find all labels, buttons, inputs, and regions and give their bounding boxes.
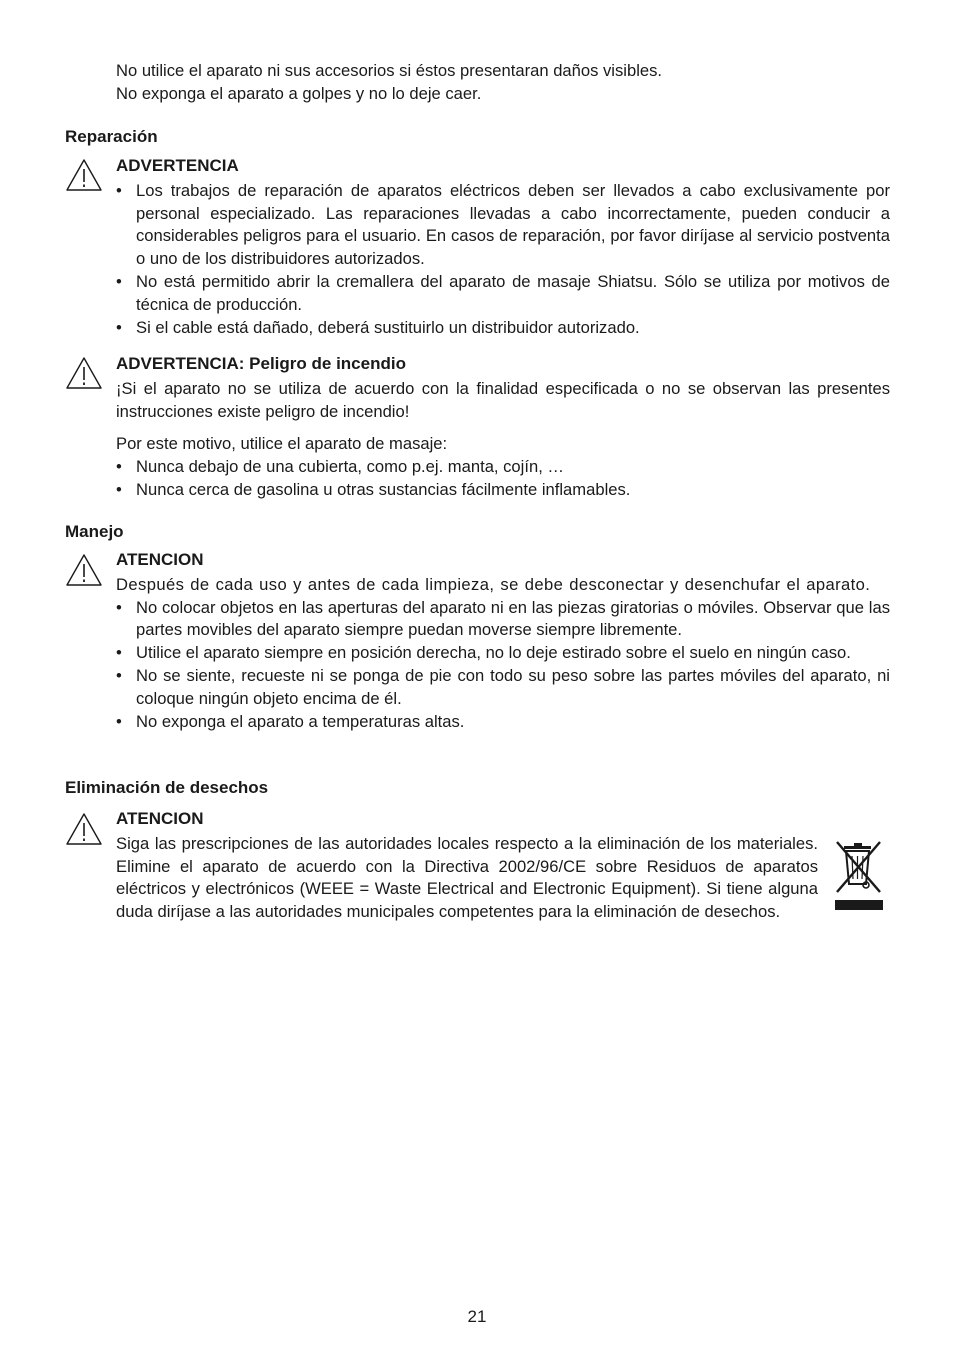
warning-text: Siga las prescripciones de las autoridades locales respecto a la eliminación de los materiales. Elimine el aparato de acuerdo con la Directiva 2002/96/CE sobre Residuos de aparatos eléctricos y electrónicos (WEEE = Waste Electrical and Electronic Equipment). Si tiene alguna duda diríjase a las autoridades municipales competentes para la eliminación de desechos. [116, 833, 818, 922]
page-number: 21 [467, 1307, 487, 1326]
list-item: • No exponga el aparato a temperaturas altas. [116, 711, 890, 734]
warning-block-reparacion [116, 155, 890, 339]
list-item: • Los trabajos de reparación de aparatos eléctricos deben ser llevados a cabo exclusivamente por personal especializado. Las reparaciones llevadas a cabo incorrectamente, pueden conducir a considerables peligros para el usuario. En casos de reparación, por favor diríjase al servicio postventa o uno de los distribuidores autorizados. [116, 180, 890, 271]
list-item: • No está permitido abrir la cremallera del aparato de masaje Shiatsu. Sólo se utiliza por motivos de técnica de producción. [116, 271, 890, 317]
section-title-eliminacion: Eliminación de desechos [65, 778, 269, 797]
warning-text: Después de cada uso y antes de cada limpieza, se debe desconectar y desenchufar el aparato. [116, 574, 871, 594]
list-item: • Utilice el aparato siempre en posición derecha, no lo deje estirado sobre el suelo en ningún caso. [116, 642, 890, 665]
intro-line: No exponga el aparato a golpes y no lo deje caer. [116, 83, 482, 103]
warning-list [116, 180, 890, 340]
list-item: • No colocar objetos en las aperturas del aparato ni en las piezas giratorias o móviles. Observar que las partes movibles del aparato siempre puedan moverse siempre libremente. [116, 597, 890, 643]
crossed-out-wheelie-bin-icon [834, 838, 884, 912]
warning-block-manejo [116, 549, 890, 733]
intro-line: No utilice el aparato ni sus accesorios si éstos presentaran daños visibles. [116, 61, 663, 80]
list-item: • Nunca cerca de gasolina u otras sustancias fácilmente inflamables. [116, 479, 890, 502]
warning-triangle-icon [65, 356, 103, 390]
warning-heading: ATENCION [116, 809, 204, 828]
warning-block-incendio [116, 353, 890, 502]
warning-list [116, 597, 890, 734]
warning-block-eliminacion [116, 808, 890, 924]
list-item: • Si el cable está dañado, deberá sustituirlo un distribuidor autorizado. [116, 317, 890, 340]
section-title-manejo: Manejo [65, 522, 124, 541]
warning-triangle-icon [65, 553, 103, 587]
warning-triangle-icon [65, 158, 103, 192]
list-item: • Nunca debajo de una cubierta, como p.ej. manta, cojín, … [116, 456, 890, 479]
warning-heading: ADVERTENCIA: Peligro de incendio [116, 354, 406, 373]
warning-lead: Por este motivo, utilice el aparato de masaje: [116, 434, 448, 454]
intro-block [116, 60, 890, 106]
warning-triangle-icon [65, 812, 103, 846]
list-item: • No se siente, recueste ni se ponga de pie con todo su peso sobre las partes móviles del aparato, ni coloque ningún objeto encima de él. [116, 665, 890, 711]
warning-text: ¡Si el aparato no se utiliza de acuerdo con la finalidad especificada o no se observan las presentes instrucciones existe peligro de incendio! [116, 378, 890, 421]
section-title-reparacion: Reparación [65, 127, 158, 146]
warning-heading: ATENCION [116, 550, 204, 569]
warning-list [116, 456, 890, 502]
warning-heading: ADVERTENCIA [116, 156, 239, 175]
